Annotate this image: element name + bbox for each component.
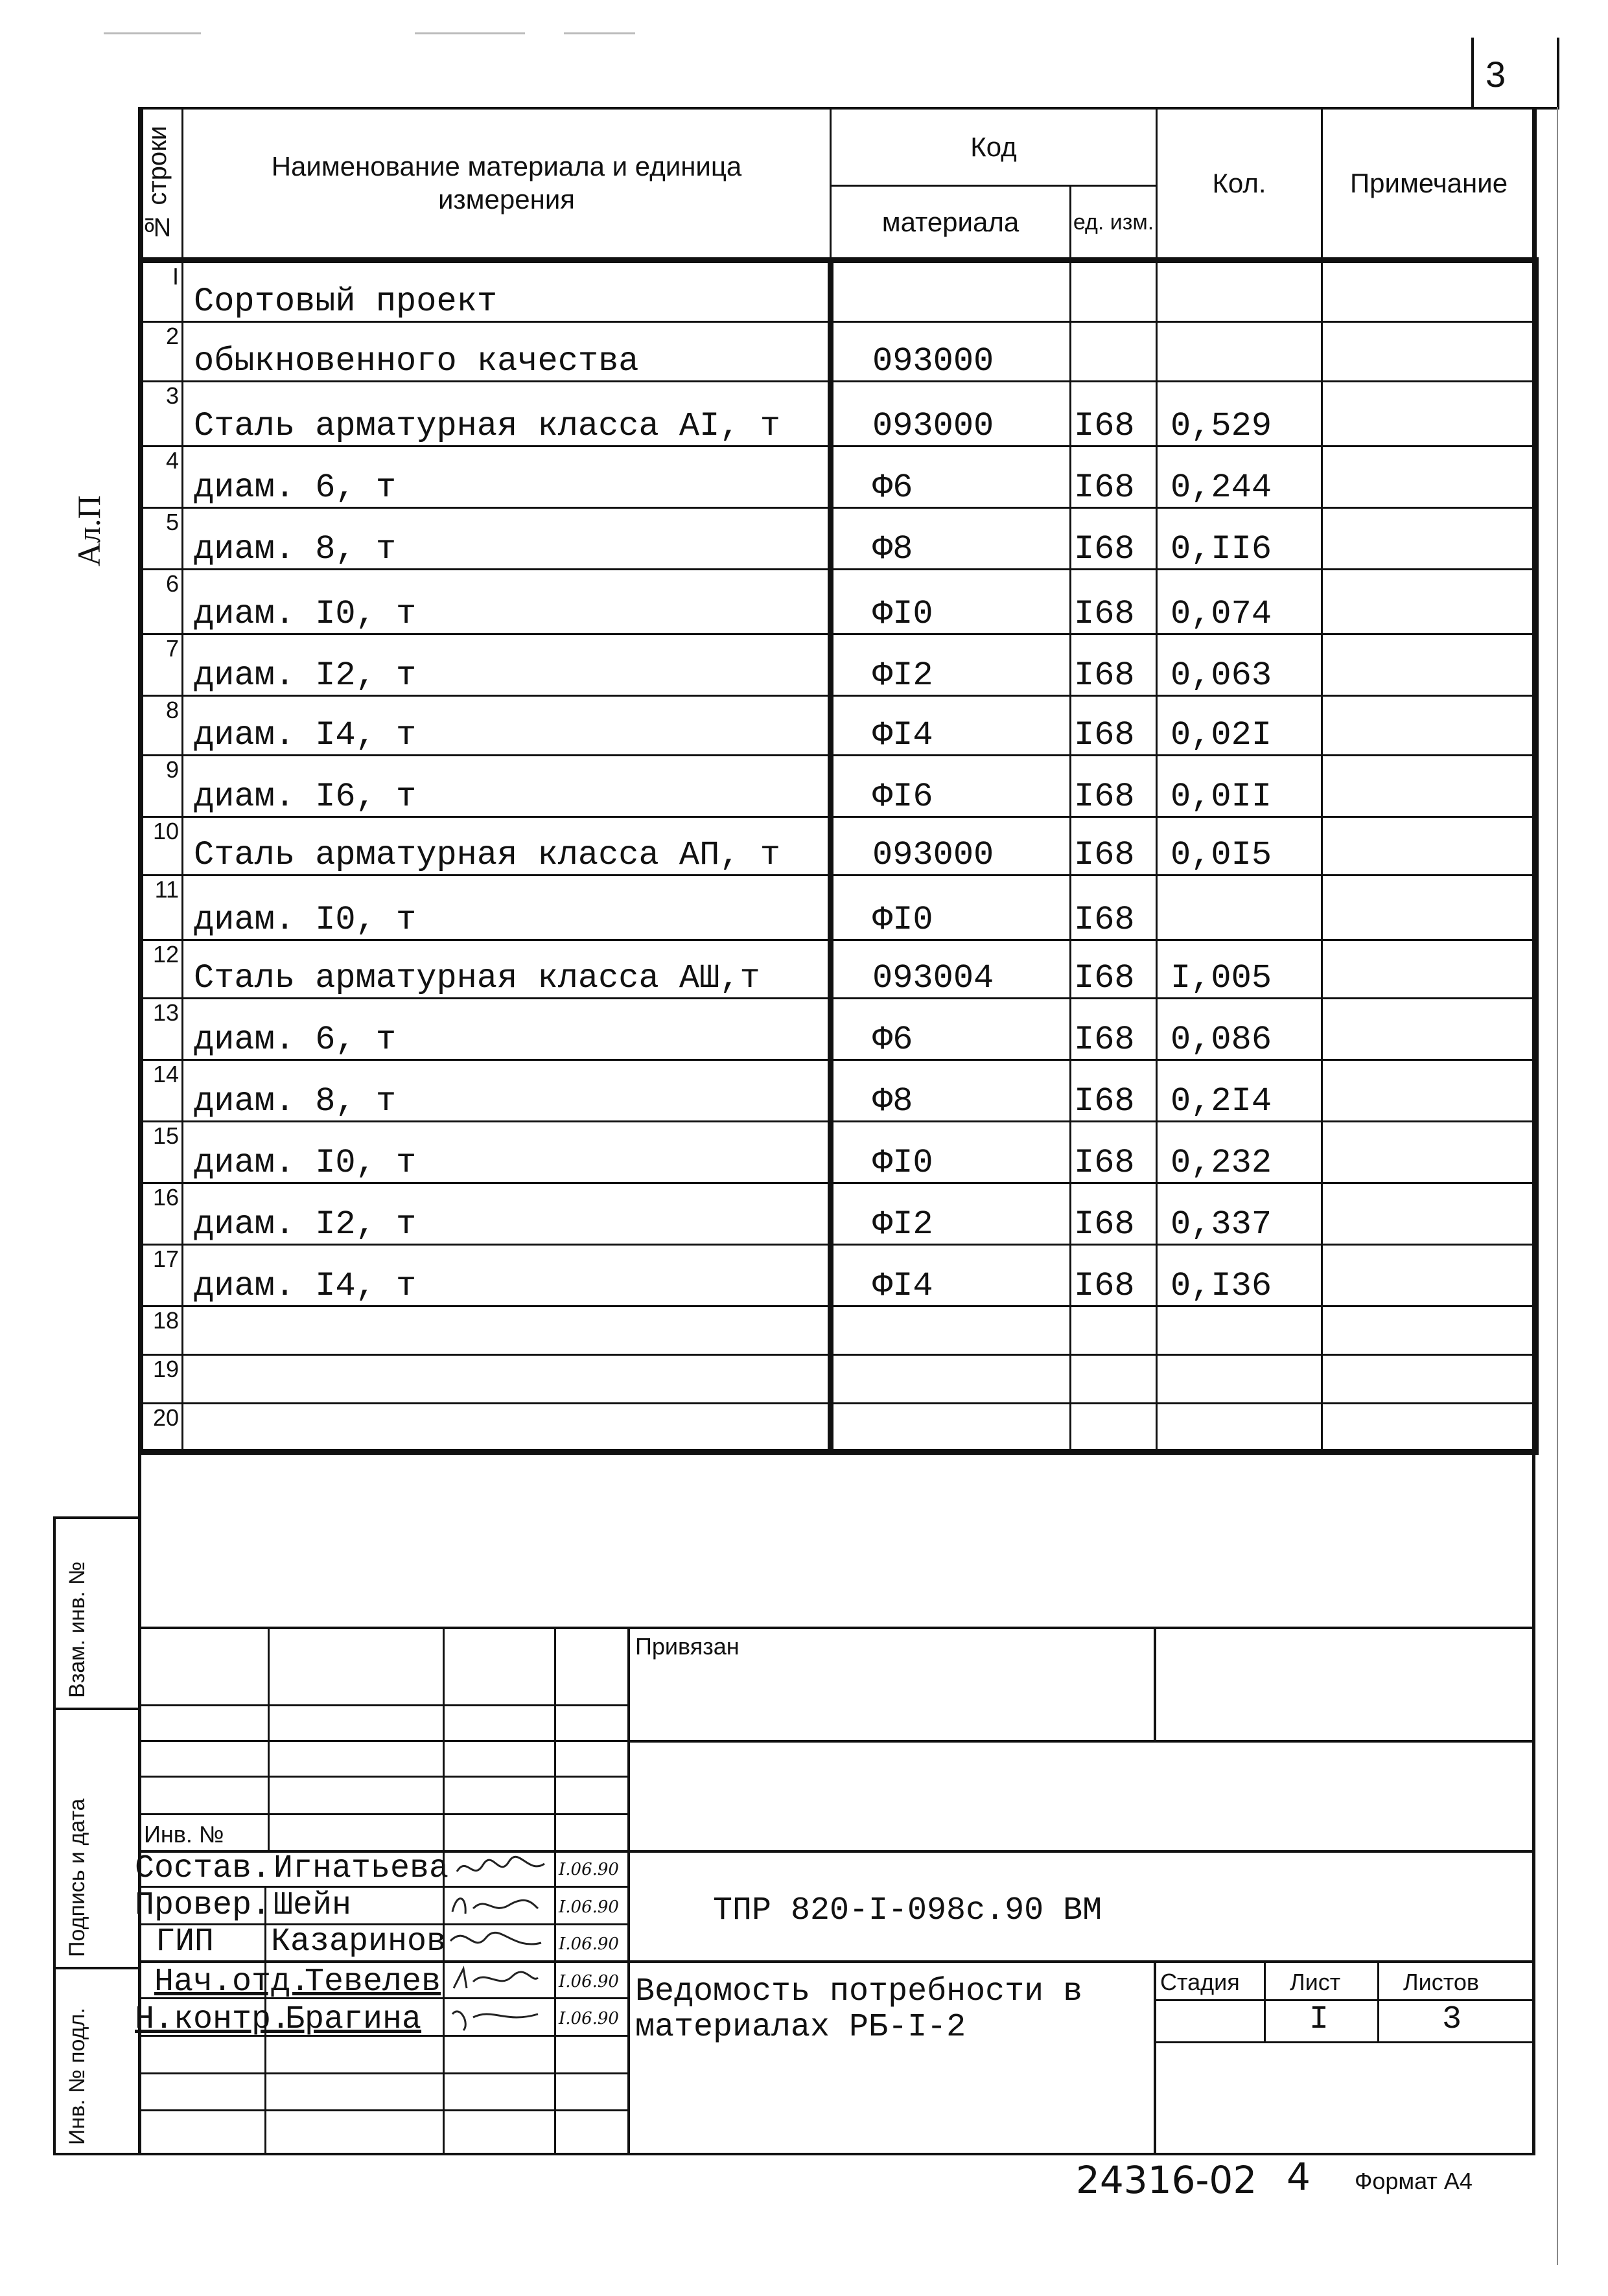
row-number: 9 bbox=[143, 756, 183, 817]
table-row bbox=[143, 940, 1536, 999]
sheets-value: 3 bbox=[1442, 2001, 1462, 2038]
sheet-box-left bbox=[1471, 38, 1474, 109]
quantity: 0,0I5 bbox=[1157, 817, 1322, 875]
note bbox=[1322, 508, 1536, 570]
margin-vzam: Взам. инв. № bbox=[65, 1561, 89, 1698]
signature-icon bbox=[447, 1964, 544, 1995]
quantity: 0,2I4 bbox=[1157, 1060, 1322, 1122]
prover-role: Провер. bbox=[135, 1887, 272, 1924]
unit-code: I68 bbox=[1071, 817, 1157, 875]
signature-icon bbox=[447, 1889, 544, 1920]
unit-code: I68 bbox=[1071, 999, 1157, 1060]
table-row bbox=[143, 696, 1536, 756]
sheets-label: Листов bbox=[1403, 1969, 1479, 1995]
material-name: диам. I4, т bbox=[183, 1245, 831, 1306]
margin-top bbox=[53, 1516, 141, 1519]
margin-podpis: Подпись и дата bbox=[65, 1798, 89, 1957]
unit-code: I68 bbox=[1071, 875, 1157, 940]
gip-role: ГИП bbox=[156, 1923, 215, 1960]
header-code-unit: ед. изм. bbox=[1071, 186, 1157, 261]
unit-code: I68 bbox=[1071, 1060, 1157, 1122]
sostav-role: Состав. bbox=[135, 1850, 272, 1887]
row-number: 5 bbox=[143, 508, 183, 570]
material-name: диам. 6, т bbox=[183, 446, 831, 508]
sheet-value: I bbox=[1309, 2001, 1329, 2038]
signature-icon bbox=[454, 1852, 551, 1883]
stage-label: Стадия bbox=[1160, 1969, 1240, 1995]
lower-sep-1 bbox=[138, 1627, 1535, 1629]
row-number: I bbox=[143, 261, 183, 322]
signature-icon bbox=[447, 1925, 544, 1956]
table-row bbox=[143, 999, 1536, 1060]
margin-div-1 bbox=[53, 1708, 141, 1710]
tb-v bbox=[268, 1627, 270, 1850]
materials-table bbox=[141, 107, 1539, 1455]
note bbox=[1322, 1404, 1536, 1452]
material-name: обыкновенного качества bbox=[183, 322, 831, 382]
material-code bbox=[831, 261, 1071, 322]
quantity: 0,244 bbox=[1157, 446, 1322, 508]
material-code bbox=[831, 1355, 1071, 1404]
note bbox=[1322, 817, 1536, 875]
tb-h bbox=[627, 1740, 1535, 1743]
unit-code: I68 bbox=[1071, 634, 1157, 696]
note bbox=[1322, 446, 1536, 508]
table-row bbox=[143, 1306, 1536, 1355]
format-label: Формат А4 bbox=[1355, 2168, 1473, 2194]
tb-v bbox=[1154, 1627, 1156, 1740]
material-code: 093000 bbox=[831, 322, 1071, 382]
tb-v bbox=[627, 1627, 630, 2155]
material-name: Сталь арматурная класса АШ,т bbox=[183, 940, 831, 999]
footer-number: 24316-02 bbox=[1076, 2158, 1257, 2202]
quantity: 0,0II bbox=[1157, 756, 1322, 817]
row-number: 12 bbox=[143, 940, 183, 999]
doc-code: ТПР 820-I-098с.90 ВМ bbox=[713, 1892, 1102, 1929]
tb-h bbox=[1154, 1999, 1535, 2001]
unit-code: I68 bbox=[1071, 1122, 1157, 1183]
unit-code: I68 bbox=[1071, 508, 1157, 570]
material-code: 093000 bbox=[831, 382, 1071, 446]
material-code: Ф8 bbox=[831, 508, 1071, 570]
margin-div-2 bbox=[53, 1967, 141, 1969]
material-name: диам. 6, т bbox=[183, 999, 831, 1060]
quantity: 0,I36 bbox=[1157, 1245, 1322, 1306]
unit-code: I68 bbox=[1071, 446, 1157, 508]
tb-v bbox=[1264, 1960, 1266, 2041]
material-code: ФI0 bbox=[831, 570, 1071, 634]
unit-code: I68 bbox=[1071, 1245, 1157, 1306]
table-row bbox=[143, 1355, 1536, 1404]
material-name: диам. I0, т bbox=[183, 875, 831, 940]
note bbox=[1322, 1245, 1536, 1306]
unit-code bbox=[1071, 261, 1157, 322]
prover-name: Шейн bbox=[274, 1887, 352, 1924]
quantity: I,005 bbox=[1157, 940, 1322, 999]
top-rule bbox=[415, 32, 525, 34]
material-name bbox=[183, 1404, 831, 1452]
tb-v bbox=[554, 1627, 556, 2155]
margin-inv-podl: Инв. № подл. bbox=[65, 2008, 89, 2145]
top-rule bbox=[564, 32, 635, 34]
row-number: 13 bbox=[143, 999, 183, 1060]
row-number: 2 bbox=[143, 322, 183, 382]
signature-icon bbox=[447, 2001, 544, 2032]
nkontr-role: Н.контр. bbox=[135, 2001, 291, 2038]
header-name-label: Наименование материала и единица измерения bbox=[271, 151, 742, 215]
note bbox=[1322, 1060, 1536, 1122]
table-row bbox=[143, 261, 1536, 322]
quantity: 0,063 bbox=[1157, 634, 1322, 696]
material-code: Ф6 bbox=[831, 446, 1071, 508]
note bbox=[1322, 1306, 1536, 1355]
material-code: ФI4 bbox=[831, 696, 1071, 756]
note bbox=[1322, 634, 1536, 696]
row-number: 20 bbox=[143, 1404, 183, 1452]
tb-h bbox=[138, 1960, 1535, 1963]
row-number: 8 bbox=[143, 696, 183, 756]
material-code bbox=[831, 1404, 1071, 1452]
material-code: ФI6 bbox=[831, 756, 1071, 817]
note bbox=[1322, 382, 1536, 446]
date-nkontr: I.06.90 bbox=[559, 2009, 619, 2028]
quantity bbox=[1157, 875, 1322, 940]
signature-gip bbox=[447, 1925, 544, 1962]
quantity: 0,337 bbox=[1157, 1183, 1322, 1245]
material-name bbox=[183, 1306, 831, 1355]
quantity bbox=[1157, 322, 1322, 382]
note bbox=[1322, 756, 1536, 817]
table-row bbox=[143, 634, 1536, 696]
signature-nkontr bbox=[447, 2001, 544, 2039]
table-row bbox=[143, 1060, 1536, 1122]
unit-code bbox=[1071, 322, 1157, 382]
table-row bbox=[143, 570, 1536, 634]
note bbox=[1322, 999, 1536, 1060]
unit-code: I68 bbox=[1071, 940, 1157, 999]
row-number: 3 bbox=[143, 382, 183, 446]
nach-role: Нач.отд. bbox=[154, 1964, 310, 2000]
quantity: 0,086 bbox=[1157, 999, 1322, 1060]
sostav-name: Игнатьева bbox=[274, 1850, 449, 1887]
date-prover: I.06.90 bbox=[559, 1897, 619, 1917]
header-code: Код bbox=[831, 108, 1157, 186]
unit-code: I68 bbox=[1071, 1183, 1157, 1245]
row-number: 16 bbox=[143, 1183, 183, 1245]
signature-sostav bbox=[454, 1852, 551, 1890]
material-name: диам. I2, т bbox=[183, 1183, 831, 1245]
material-name: диам. 8, т bbox=[183, 1060, 831, 1122]
table-row bbox=[143, 1245, 1536, 1306]
quantity: 0,02I bbox=[1157, 696, 1322, 756]
material-name: диам. I2, т bbox=[183, 634, 831, 696]
note bbox=[1322, 1355, 1536, 1404]
header-code-material: материала bbox=[831, 186, 1071, 261]
material-code: ФI4 bbox=[831, 1245, 1071, 1306]
note bbox=[1322, 1183, 1536, 1245]
right-edge-rule bbox=[1557, 107, 1558, 2265]
material-code: ФI2 bbox=[831, 634, 1071, 696]
table-row bbox=[143, 322, 1536, 382]
note bbox=[1322, 570, 1536, 634]
material-code: ФI2 bbox=[831, 1183, 1071, 1245]
inv-no-label: Инв. № bbox=[144, 1821, 224, 1848]
margin-bottom bbox=[53, 2153, 1535, 2155]
date-nach: I.06.90 bbox=[559, 1972, 619, 1991]
quantity: 0,II6 bbox=[1157, 508, 1322, 570]
header-name bbox=[183, 108, 831, 261]
table-row bbox=[143, 508, 1536, 570]
row-number: 10 bbox=[143, 817, 183, 875]
row-number: 11 bbox=[143, 875, 183, 940]
date-sostav: I.06.90 bbox=[559, 1860, 619, 1879]
unit-code: I68 bbox=[1071, 570, 1157, 634]
header-row-no bbox=[143, 108, 183, 261]
unit-code: I68 bbox=[1071, 382, 1157, 446]
quantity: 0,074 bbox=[1157, 570, 1322, 634]
doc-title-line2: материалах РБ-I-2 bbox=[635, 2009, 966, 2046]
signature-nach bbox=[447, 1964, 544, 2001]
material-name: Сталь арматурная класса АI, т bbox=[183, 382, 831, 446]
tb-v bbox=[1377, 1960, 1379, 2041]
material-code: Ф8 bbox=[831, 1060, 1071, 1122]
row-number: 17 bbox=[143, 1245, 183, 1306]
row-number: 14 bbox=[143, 1060, 183, 1122]
material-name: Сортовый проект bbox=[183, 261, 831, 322]
header-row-no-label: № строки bbox=[143, 125, 172, 241]
tb-v bbox=[443, 1627, 445, 2155]
note bbox=[1322, 875, 1536, 940]
material-name: диам. I4, т bbox=[183, 696, 831, 756]
margin-outer bbox=[53, 1516, 56, 2155]
note bbox=[1322, 261, 1536, 322]
gip-name: Казаринов bbox=[271, 1923, 447, 1960]
signature-prover bbox=[447, 1889, 544, 1927]
quantity: 0,529 bbox=[1157, 382, 1322, 446]
material-name: диам. I6, т bbox=[183, 756, 831, 817]
date-gip: I.06.90 bbox=[559, 1934, 619, 1954]
material-code: 093004 bbox=[831, 940, 1071, 999]
unit-code: I68 bbox=[1071, 696, 1157, 756]
note bbox=[1322, 696, 1536, 756]
table-row bbox=[143, 446, 1536, 508]
table-row bbox=[143, 1122, 1536, 1183]
header-qty: Кол. bbox=[1157, 108, 1322, 261]
tb-h bbox=[1154, 2041, 1535, 2043]
tb-v bbox=[1154, 1960, 1156, 2155]
material-name: Сталь арматурная класса АП, т bbox=[183, 817, 831, 875]
table-row bbox=[143, 756, 1536, 817]
table-row bbox=[143, 1404, 1536, 1452]
table-row bbox=[143, 1183, 1536, 1245]
table-row bbox=[143, 875, 1536, 940]
table-body bbox=[143, 261, 1536, 1452]
quantity bbox=[1157, 1404, 1322, 1452]
table-row bbox=[143, 817, 1536, 875]
quantity bbox=[1157, 1355, 1322, 1404]
row-number: 18 bbox=[143, 1306, 183, 1355]
row-number: 4 bbox=[143, 446, 183, 508]
table-row bbox=[143, 382, 1536, 446]
material-name: диам. 8, т bbox=[183, 508, 831, 570]
unit-code bbox=[1071, 1404, 1157, 1452]
material-code: 093000 bbox=[831, 817, 1071, 875]
nkontr-name: Брагина bbox=[285, 2001, 422, 2038]
row-number: 7 bbox=[143, 634, 183, 696]
sheet-number: 3 bbox=[1486, 54, 1506, 95]
quantity bbox=[1157, 1306, 1322, 1355]
top-rule bbox=[104, 32, 201, 34]
doc-title-line1: Ведомость потребности в bbox=[635, 1973, 1083, 2010]
note bbox=[1322, 1122, 1536, 1183]
nach-name: Тевелев bbox=[305, 1964, 441, 2000]
row-number: 15 bbox=[143, 1122, 183, 1183]
privyazan-label: Привязан bbox=[635, 1633, 740, 1660]
unit-code: I68 bbox=[1071, 756, 1157, 817]
unit-code bbox=[1071, 1306, 1157, 1355]
sheet-label: Лист bbox=[1290, 1969, 1341, 1995]
quantity bbox=[1157, 261, 1322, 322]
quantity: 0,232 bbox=[1157, 1122, 1322, 1183]
material-name: диам. I0, т bbox=[183, 1122, 831, 1183]
header-note: Примечание bbox=[1322, 108, 1536, 261]
material-name bbox=[183, 1355, 831, 1404]
material-code: Ф6 bbox=[831, 999, 1071, 1060]
material-code bbox=[831, 1306, 1071, 1355]
material-code: ФI0 bbox=[831, 875, 1071, 940]
note bbox=[1322, 322, 1536, 382]
sheet-box-right bbox=[1557, 38, 1559, 109]
note bbox=[1322, 940, 1536, 999]
unit-code bbox=[1071, 1355, 1157, 1404]
footer-copy: 4 bbox=[1287, 2155, 1311, 2199]
material-code: ФI0 bbox=[831, 1122, 1071, 1183]
side-label: Ал.П bbox=[71, 495, 107, 566]
row-number: 6 bbox=[143, 570, 183, 634]
material-name: диам. I0, т bbox=[183, 570, 831, 634]
row-number: 19 bbox=[143, 1355, 183, 1404]
